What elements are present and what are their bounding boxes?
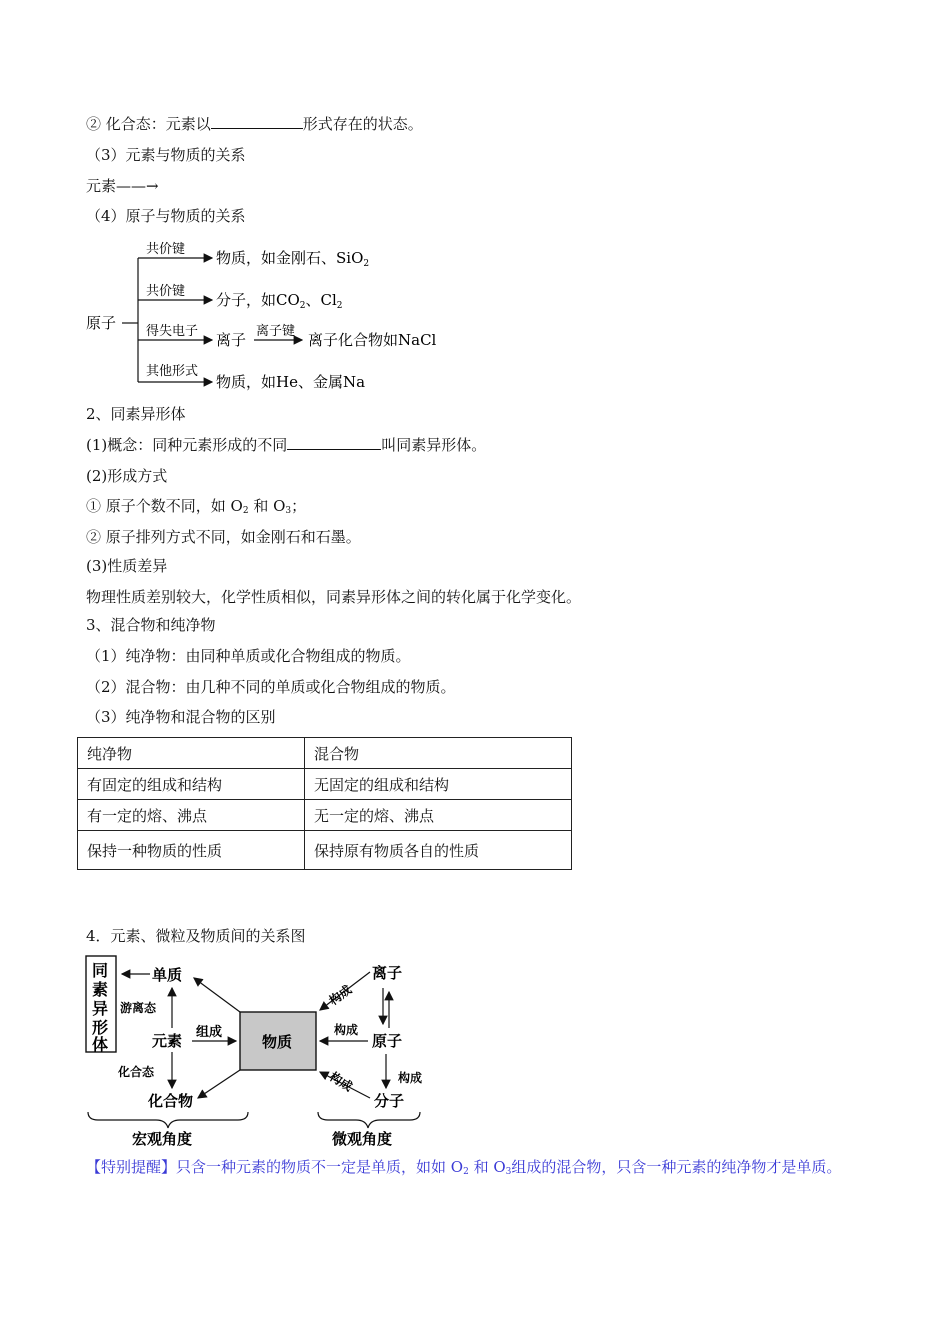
combined-state-line: ② 化合态：元素以 形式存在的状态。 bbox=[86, 115, 423, 133]
allotrope-char: 体 bbox=[92, 1035, 109, 1054]
form-title: (2)形成方式 bbox=[86, 467, 168, 485]
free-state-label: 游离态 bbox=[120, 1001, 157, 1015]
allotrope-char: 形 bbox=[92, 1018, 109, 1037]
compose-label: 组成 bbox=[196, 1025, 223, 1040]
subheading-atom-substance: （4）原子与物质的关系 bbox=[86, 207, 246, 225]
simple-substance-label: 单质 bbox=[152, 966, 183, 984]
atom-label: 原子 bbox=[372, 1032, 403, 1050]
constitute-label: 构成 bbox=[398, 1071, 423, 1085]
section2-title: 2、同素异形体 bbox=[86, 405, 186, 423]
section3-title: 3、混合物和纯净物 bbox=[86, 616, 216, 634]
table-cell: 混合物 bbox=[305, 738, 572, 769]
table-cell: 无固定的组成和结构 bbox=[305, 769, 572, 800]
diff-text: 物理性质差别较大，化学性质相似，同素异形体之间的转化属于化学变化。 bbox=[86, 588, 582, 606]
micro-label: 微观角度 bbox=[332, 1130, 393, 1148]
special-note: 【特别提醒】只含一种元素的物质不一定是单质，如如 $O_2$ 和 $O_3$组成的混合物，只含一种元素的纯净物才是单质。 bbox=[86, 1158, 842, 1177]
form-item-1: ① 原子个数不同，如 $O_2$ 和 $O_3$； bbox=[86, 497, 307, 516]
relation-diagram bbox=[80, 952, 450, 1148]
diff-title: (3)性质差异 bbox=[86, 557, 168, 575]
branch-mid-3: 离子 bbox=[216, 331, 247, 349]
ionic-bond-label: 离子键 bbox=[256, 324, 296, 339]
comparison-heading: （3）纯净物和混合物的区别 bbox=[86, 708, 276, 726]
branch-result-3: 离子化合物如NaCl bbox=[308, 331, 437, 349]
section4-title: 4．元素、微粒及物质间的关系图 bbox=[86, 927, 306, 945]
ion-label: 离子 bbox=[372, 964, 403, 982]
table-row bbox=[78, 738, 572, 769]
fill-blank bbox=[211, 114, 303, 129]
table-cell: 有固定的组成和结构 bbox=[78, 769, 305, 800]
atom-root-label: 原子 bbox=[86, 314, 117, 332]
allotrope-char: 异 bbox=[92, 999, 109, 1018]
table-cell: 保持原有物质各自的性质 bbox=[305, 831, 572, 870]
fill-blank bbox=[287, 435, 381, 450]
branch-result-1: 物质，如金刚石、SiO$_2$ bbox=[216, 249, 370, 269]
table-row bbox=[78, 831, 572, 870]
combined-state-label: 化合态 bbox=[118, 1065, 155, 1079]
pure-definition: （1）纯净物：由同种单质或化合物组成的物质。 bbox=[86, 647, 411, 665]
constitute-label: 构成 bbox=[334, 1023, 359, 1037]
branch-label-1: 共价键 bbox=[146, 242, 186, 257]
branch-label-4: 其他形式 bbox=[146, 364, 199, 379]
molecule-label: 分子 bbox=[374, 1092, 405, 1110]
branch-label-2: 共价键 bbox=[146, 284, 186, 299]
allotrope-char: 同 bbox=[92, 961, 109, 980]
constitute-label: 构成 bbox=[326, 982, 355, 1008]
form-item-2: ② 原子排列方式不同，如金刚石和石墨。 bbox=[86, 528, 361, 546]
branch-label-3: 得失电子 bbox=[146, 324, 199, 339]
branch-result-4: 物质，如He、金属Na bbox=[216, 373, 366, 391]
element-label: 元素 bbox=[152, 1032, 183, 1050]
allotrope-char: 素 bbox=[92, 980, 109, 999]
subheading-element-substance: （3）元素与物质的关系 bbox=[86, 146, 246, 164]
substance-label: 物质 bbox=[262, 1033, 293, 1051]
atom-relation-diagram bbox=[80, 236, 480, 398]
branch-result-2: 分子，如$CO_2$、$Cl_2$ bbox=[216, 291, 343, 311]
table-cell: 有一定的熔、沸点 bbox=[78, 800, 305, 831]
table-cell: 保持一种物质的性质 bbox=[78, 831, 305, 870]
constitute-label: 构成 bbox=[327, 1069, 355, 1094]
macro-label: 宏观角度 bbox=[132, 1130, 193, 1148]
comparison-table bbox=[77, 737, 572, 870]
table-cell: 纯净物 bbox=[78, 738, 305, 769]
element-arrow-line: 元素——→ bbox=[86, 177, 159, 195]
table-row bbox=[78, 800, 572, 831]
note-label: 【特别提醒】 bbox=[86, 1158, 177, 1176]
allotrope-concept: (1)概念：同种元素形成的不同 叫同素异形体。 bbox=[86, 436, 487, 454]
table-cell: 无一定的熔、沸点 bbox=[305, 800, 572, 831]
compound-label: 化合物 bbox=[148, 1092, 194, 1110]
mixture-definition: （2）混合物：由几种不同的单质或化合物组成的物质。 bbox=[86, 678, 456, 696]
table-row bbox=[78, 769, 572, 800]
